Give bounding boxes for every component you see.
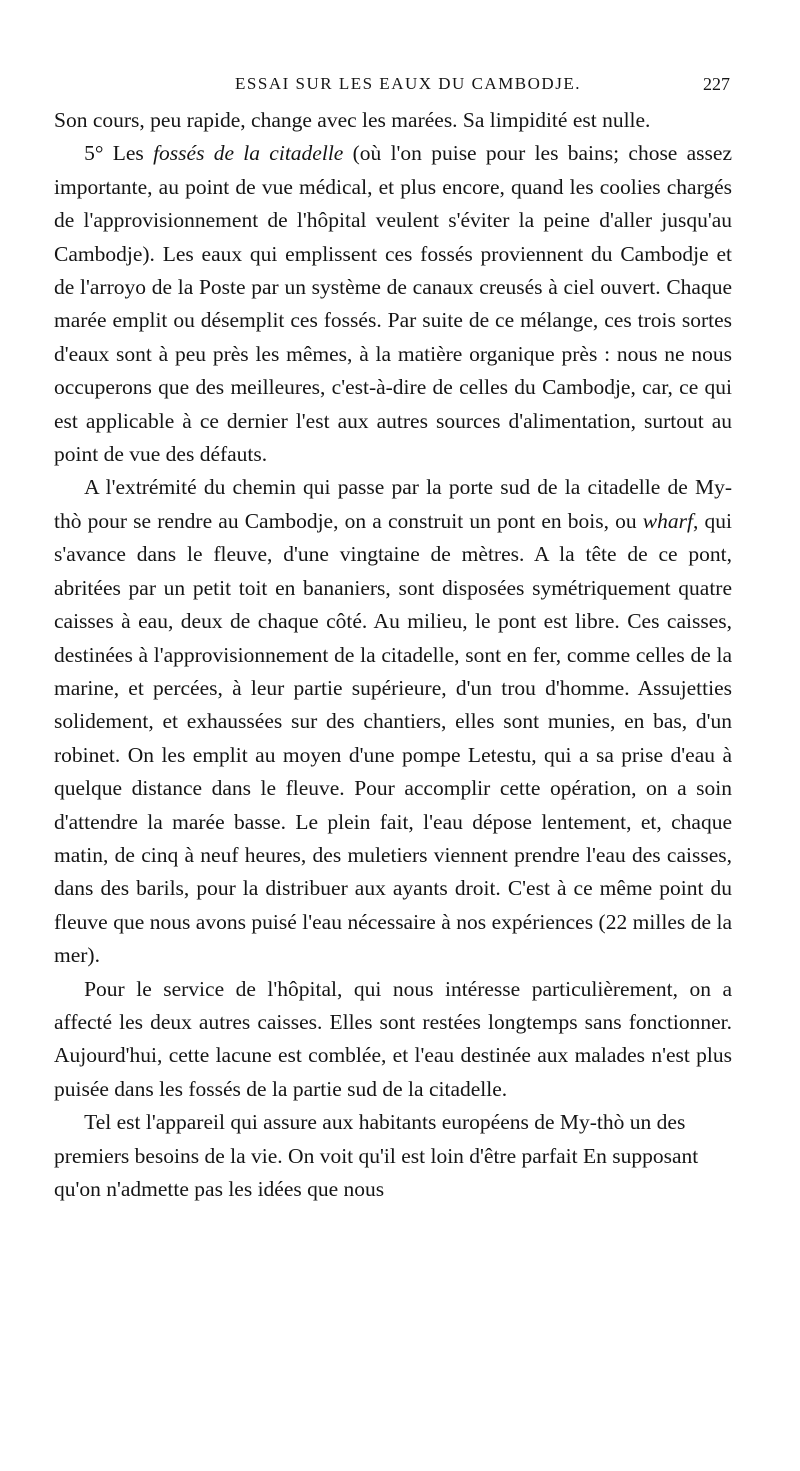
paragraph-2-text: 5° Les [84,141,154,166]
paragraph-3-italic-term: wharf [642,508,693,533]
running-title: ESSAI SUR LES EAUX DU CAMBODJE. [235,74,581,93]
page-header [54,74,732,104]
paragraph-3 [54,471,732,972]
paragraph-5: Tel est l'appareil qui assure aux habitants européens de My-thò un des premiers besoins de la vie. On voit qu'il est loin d'être parfait En supposant qu'on n'admette pas les idées que nous [54,1110,699,1201]
paragraph-3-text: A l'extrémité du chemin qui passe par la porte sud de la citadelle de My-thò pour se rendre au Cambodje, on a construit un pont en bois, ou [54,475,732,533]
paragraph-3-text-continued: , qui s'avance dans le fleuve, d'une vingtaine de mètres. A la tête de ce pont, abritées par un petit toit en bananiers, sont disposées symétriquement quatre caisses à eau, deux de chaque côté. Au milieu, le pont est libre. Ces caisses, destinées à l'approvisionnement de la citadelle, sont en fer, comme celles de la marine, et percées, à leur partie supérieure, d'un trou d'homme. Assujetties solidement, et exhaussées sur des chantiers, elles sont munies, en bas, d'un robinet. On les emplit au moyen d'une pompe Letestu, qui a sa prise d'eau à quelque distance dans le fleuve. Pour accomplir cette opération, on a soin d'attendre la marée basse. Le plein fait, l'eau dépose lentement, et, chaque matin, de cinq à neuf heures, des muletiers viennent prendre l'eau des caisses, dans des barils, pour la distribuer aux ayants droit. C'est à ce même point du fleuve que nous avons puisé l'eau nécessaire à nos expériences (22 milles de la mer). [54,508,732,968]
paragraph-2-italic-term: fossés de la citadelle [153,141,344,166]
paragraph-2-text-continued: (où l'on puise pour les bains; chose assez importante, au point de vue médical, et plus encore, quand les coolies chargés de l'approvisionnement de l'hôpital veulent s'éviter la peine d'aller jusqu'au Cambodje). Les eaux qui emplissent ces fossés proviennent du Cambodje et de l'arroyo de la Poste par un système de canaux creusés à ciel ouvert. Chaque marée emplit ou désemplit ces fossés. Par suite de ce mélange, ces trois sortes d'eaux sont à peu près les mêmes, à la matière organique près : nous ne nous occuperons que des meilleures, c'est-à-dire de celles du Cambodje, car, ce qui est applicable à ce dernier l'est aux autres sources d'alimentation, surtout au point de vue des défauts. [54,141,733,467]
paragraph-2 [54,137,732,471]
page-number: 227 [703,74,730,94]
paragraph-4: Pour le service de l'hôpital, qui nous intéresse particulièrement, on a affecté les deux autres caisses. Elles sont restées longtemps sans fonctionner. Aujourd'hui, cette lacune est comblée, et l'eau destinée aux malades n'est plus puisée dans les fossés de la partie sud de la citadelle. [54,976,732,1101]
paragraph-1: Son cours, peu rapide, change avec les marées. Sa limpidité est nulle. [54,108,651,132]
body-text [54,104,732,1206]
